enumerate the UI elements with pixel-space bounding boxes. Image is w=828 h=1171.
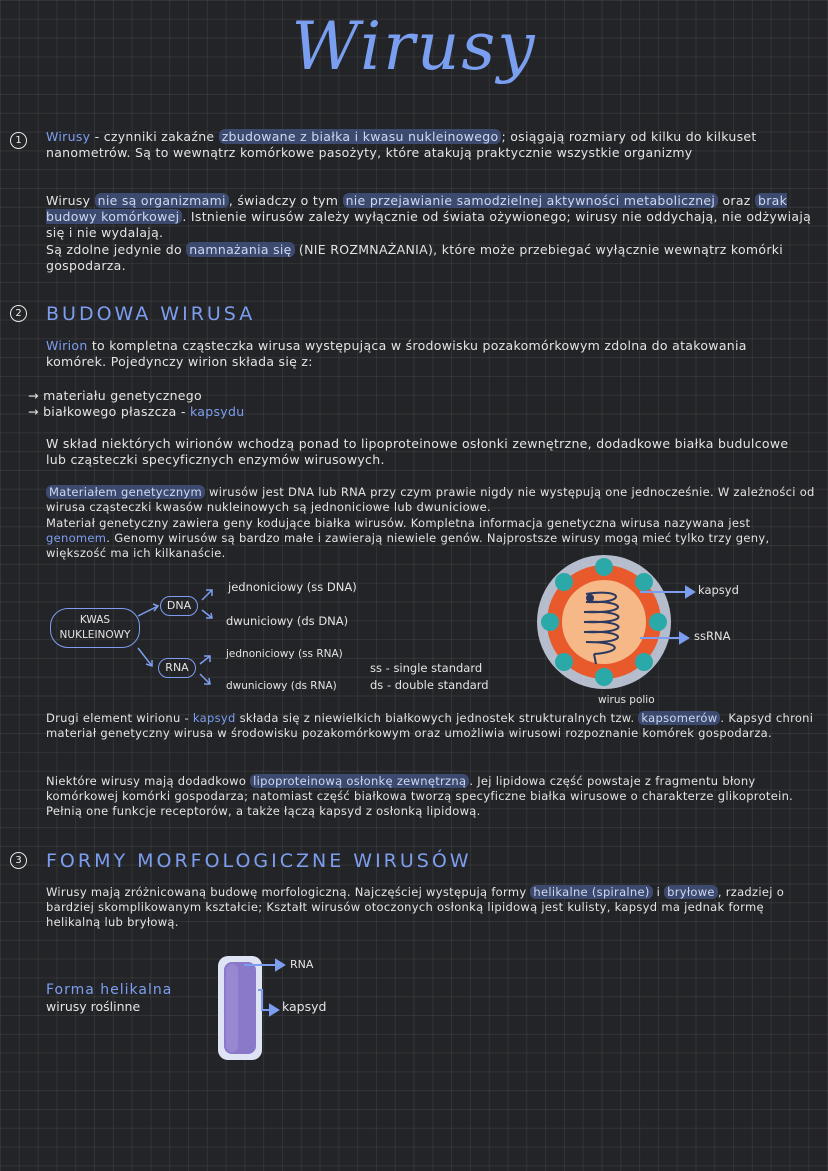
- sec1-paragraph-1: [46, 129, 808, 161]
- label-ssrna: ssRNA: [694, 629, 731, 643]
- accent-term: Wirusy: [46, 129, 91, 144]
- rna-end-dot: [586, 594, 594, 602]
- rna-bubble: RNA: [158, 658, 196, 678]
- section-number-3: 3: [10, 852, 27, 869]
- list-item-2: [28, 404, 244, 420]
- dna-single-label: jednoniciowy (ss DNA): [228, 580, 357, 594]
- arrow-rna-ss: [200, 656, 210, 664]
- accent-term: kapsyd: [192, 711, 236, 725]
- text-segment: Wirusy mają zróżnicowaną budowę morfologiczną. Najczęściej występują formy: [46, 885, 531, 899]
- text-segment: Materiał genetyczny zawiera geny kodujące białka wirusów. Kompletna informacja genetyczna wirusa nazywana jest: [46, 516, 751, 530]
- highlighted-term: nie są organizmami: [95, 193, 229, 208]
- list-item-2-text: [43, 404, 244, 419]
- arrow-to-dna: [138, 606, 158, 616]
- text-segment: , rzadziej o bardziej skomplikowanym kształcie; Kształt wirusów otoczonych osłonką lipidową jest kulisty, kapsyd ma jednak formę helikalną lub bryłową.: [46, 885, 785, 929]
- virus-caption: wirus polio: [598, 694, 655, 706]
- accent-term: Wirion: [46, 338, 88, 353]
- highlighted-term: kapsomerów: [638, 711, 720, 725]
- sec2-paragraph-genom: [46, 516, 818, 561]
- section-number-1: 1: [10, 132, 27, 149]
- label-rna-helical: RNA: [290, 958, 314, 971]
- text-segment: W skład niektórych wirionów wchodzą ponad to lipoproteinowe osłonki zewnętrzne, dodadkowe białka budulcowe lub cząsteczki specyficznych enzymów wirusowych.: [46, 436, 789, 467]
- dna-bubble: DNA: [160, 596, 198, 616]
- highlighted-term: lipoproteinową osłonkę zewnętrzną: [250, 774, 469, 788]
- helical-rod-shine: [226, 964, 238, 1052]
- arrow-ssrna-head: [680, 633, 688, 643]
- label-kapsyd: kapsyd: [698, 583, 739, 597]
- helical-form-subtitle: wirusy roślinne: [46, 999, 141, 1014]
- helical-form-title: Forma helikalna: [46, 982, 173, 998]
- section-heading-budowa: BUDOWA WIRUSA: [46, 303, 256, 325]
- arrow-rna-head: [276, 960, 284, 970]
- text-segment: . Genomy wirusów są bardzo małe i zawierają niewiele genów. Najprostsze wirusy mogą mieć tylko trzy geny, większość ma ich kilkanaście.: [46, 531, 770, 560]
- sec1-paragraph-2: [46, 193, 818, 241]
- sec2-paragraph-wirion: [46, 338, 810, 370]
- text-segment: wirusów jest DNA lub RNA przy czym prawie nigdy nie występują one jednocześnie. W zależności od wirusa cząsteczki kwasów nukleinowych są jednoniciowe lub dwuniciowe.: [46, 485, 815, 514]
- highlighted-term: Materiałem genetycznym: [46, 485, 205, 499]
- highlighted-term: bryłowe: [664, 885, 718, 899]
- sec2-paragraph-oslonka: [46, 774, 818, 819]
- dna-double-label: dwuniciowy (ds DNA): [226, 614, 349, 628]
- sec2-paragraph-material: [46, 485, 818, 515]
- arrow-kapsyd-head: [686, 587, 694, 597]
- highlighted-term: zbudowane z białka i kwasu nukleinowego: [219, 129, 502, 144]
- highlighted-term: brak budowy komórkowej: [46, 193, 788, 224]
- text-segment: ; osiągają rozmiary od kilku do kilkuset nanometrów. Są to wewnątrz komórkowe pasożyty, które atakują praktycznie wszystkie organizmy: [46, 129, 757, 160]
- label-kapsyd-helical: kapsyd: [282, 999, 327, 1014]
- text-segment: oraz: [718, 193, 755, 208]
- page-title: Wirusy: [291, 8, 537, 85]
- text-segment: to kompletna cząsteczka wirusa występująca w środowisku pozakomórkowym zdolna do atakowania komórek. Pojedynczy wirion składa się z:: [46, 338, 747, 369]
- section-heading-formy: FORMY MORFOLOGICZNE WIRUSÓW: [46, 850, 472, 872]
- rna-single-label: jednoniciowy (ss RNA): [226, 648, 343, 660]
- accent-term: genomem: [46, 531, 107, 545]
- text-segment: (NIE ROZMNAŻANIA), które może przebiegać wyłącznie wewnątrz komórki gospodarza.: [46, 242, 784, 273]
- text-segment: . Istnienie wirusów zależy wyłącznie od świata ożywionego; wirusy nie oddychają, nie odżywiają się i nie wydalają.: [46, 209, 812, 240]
- arrow-kapsyd-helical-head: [270, 1005, 278, 1015]
- sec2-paragraph-sklad: [46, 436, 806, 468]
- text-segment: materiału genetycznego: [43, 388, 202, 403]
- text-segment: . Jej lipidowa część powstaje z fragmentu błony komórkowej komórki gospodarza; natomiast część białkowa tworzą specyficzne białka wirusowe o charakterze glikoprotein. Pełnią one funkcje receptorów, a także łączą kapsyd z osłonką lipidową.: [46, 774, 794, 818]
- legend-single: ss - single standard: [370, 661, 483, 675]
- accent-term: kapsydu: [189, 404, 245, 419]
- arrow-dna-ss: [202, 590, 212, 600]
- sec3-paragraph: [46, 885, 818, 930]
- virus-label-arrows: [640, 580, 700, 650]
- text-segment: , świadczy o tym: [228, 193, 343, 208]
- text-segment: Niektóre wirusy mają dodadkowo: [46, 774, 251, 788]
- list-item-1-text: [43, 388, 202, 403]
- arrow-to-rna: [138, 648, 152, 666]
- text-segment: . Kapsyd chroni materiał genetyczny wirusa w środowisku pozakomórkowym oraz umożliwia wirusowi rozpoznanie komórek gospodarza.: [46, 711, 814, 740]
- rna-double-label: dwuniciowy (ds RNA): [226, 680, 337, 692]
- text-segment: składa się z niewielkich białkowych jednostek strukturalnych tzw.: [235, 711, 639, 725]
- list-item-1: [28, 388, 202, 404]
- text-segment: Są zdolne jedynie do: [46, 242, 187, 257]
- arrow-right-icon: →: [28, 388, 44, 403]
- highlighted-term: namnażania się: [186, 242, 294, 257]
- nucleic-acid-bubble: KWAS NUKLEINOWY: [50, 608, 140, 648]
- text-segment: i: [652, 885, 665, 899]
- text-segment: Drugi element wirionu -: [46, 711, 193, 725]
- text-segment: Wirusy: [46, 193, 95, 208]
- sec2-paragraph-kapsyd: [46, 711, 818, 741]
- legend-double: ds - double standard: [370, 678, 489, 692]
- section-number-2: 2: [10, 305, 27, 322]
- highlighted-term: helikalne (spiralne): [530, 885, 652, 899]
- text-segment: białkowego płaszcza -: [43, 404, 190, 419]
- sec1-paragraph-3: [46, 242, 818, 274]
- highlighted-term: nie przejawianie samodzielnej aktywności metabolicznej: [343, 193, 719, 208]
- arrow-right-icon: →: [28, 404, 44, 419]
- text-segment: - czynniki zakaźne: [90, 129, 219, 144]
